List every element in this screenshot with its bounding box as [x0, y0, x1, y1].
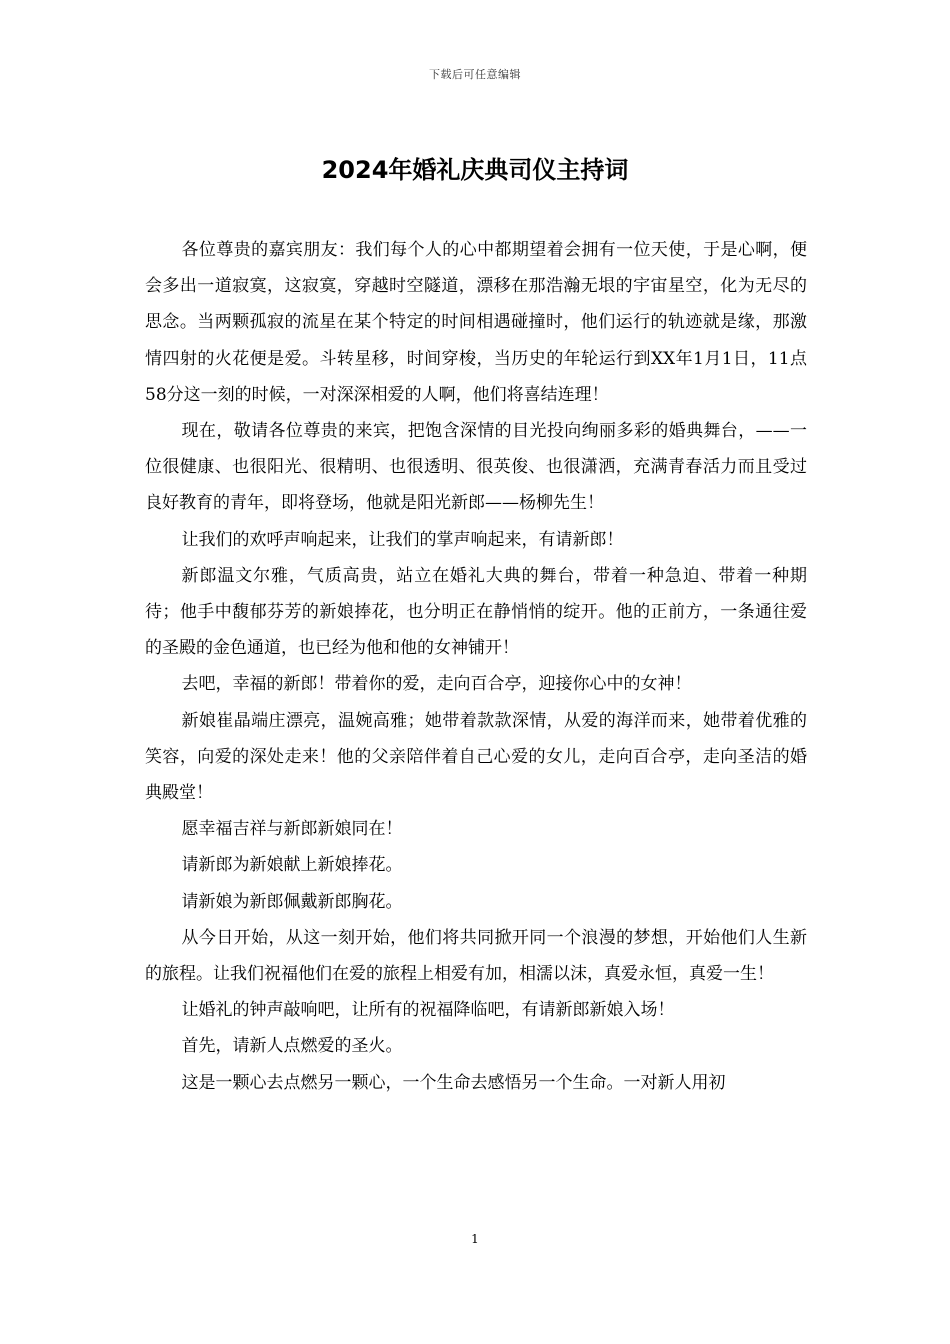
header-note: 下载后可任意编辑: [429, 68, 521, 81]
paragraph: 新郎温文尔雅，气质高贵，站立在婚礼大典的舞台，带着一种急迫、带着一种期待；他手中馥郁芬芳的新娘捧花，也分明正在静悄悄的绽开。他的正前方，一条通往爱的圣殿的金色通道，也已经为他和他的女神铺开！: [145, 565, 807, 659]
page-number: 1: [471, 1232, 479, 1246]
document-body: [145, 232, 807, 1101]
paragraph: 各位尊贵的嘉宾朋友：我们每个人的心中都期望着会拥有一位天使，于是心啊，便会多出一道寂寞，这寂寞，穿越时空隧道，漂移在那浩瀚无垠的宇宙星空，化为无尽的思念。当两颗孤寂的流星在某个特定的时间相遇碰撞时，他们运行的轨迹就是缘，那激情四射的火花便是爱。斗转星移，时间穿梭，当历史的年轮运行到XX年1月1日，11点58分这一刻的时候，一对深深相爱的人啊，他们将喜结连理！: [145, 240, 807, 405]
paragraph: 让我们的欢呼声响起来，让我们的掌声响起来，有请新郎！: [181, 529, 624, 550]
paragraph: 从今日开始，从这一刻开始，他们将共同掀开同一个浪漫的梦想，开始他们人生新的旅程。让我们祝福他们在爱的旅程上相爱有加，相濡以沫，真爱永恒，真爱一生！: [145, 927, 807, 985]
document-title: 2024年婚礼庆典司仪主持词: [321, 156, 629, 184]
paragraph: 现在，敬请各位尊贵的来宾，把饱含深情的目光投向绚丽多彩的婚典舞台，——一位很健康、也很阳光、很精明、也很透明、很英俊、也很潇洒，充满青春活力而且受过良好教育的青年，即将登场，他就是阳光新郎——杨柳先生！: [145, 421, 807, 514]
paragraph: 首先，请新人点燃爱的圣火。: [181, 1036, 403, 1057]
paragraph: 去吧，幸福的新郎！带着你的爱，走向百合亭，迎接你心中的女神！: [181, 674, 692, 695]
paragraph: 这是一颗心去点燃另一颗心，一个生命去感悟另一个生命。一对新人用初: [181, 1072, 726, 1093]
paragraph: 请新娘为新郎佩戴新郎胸花。: [181, 891, 403, 912]
paragraph: 请新郎为新娘献上新娘捧花。: [181, 855, 403, 876]
paragraph: 让婚礼的钟声敲响吧，让所有的祝福降临吧，有请新郎新娘入场！: [181, 1000, 675, 1021]
paragraph: 新娘崔晶端庄漂亮，温婉高雅；她带着款款深情，从爱的海洋而来，她带着优雅的笑容，向爱的深处走来！他的父亲陪伴着自己心爱的女儿，走向百合亭，走向圣洁的婚典殿堂！: [145, 710, 807, 804]
paragraph: 愿幸福吉祥与新郎新娘同在！: [181, 819, 403, 840]
